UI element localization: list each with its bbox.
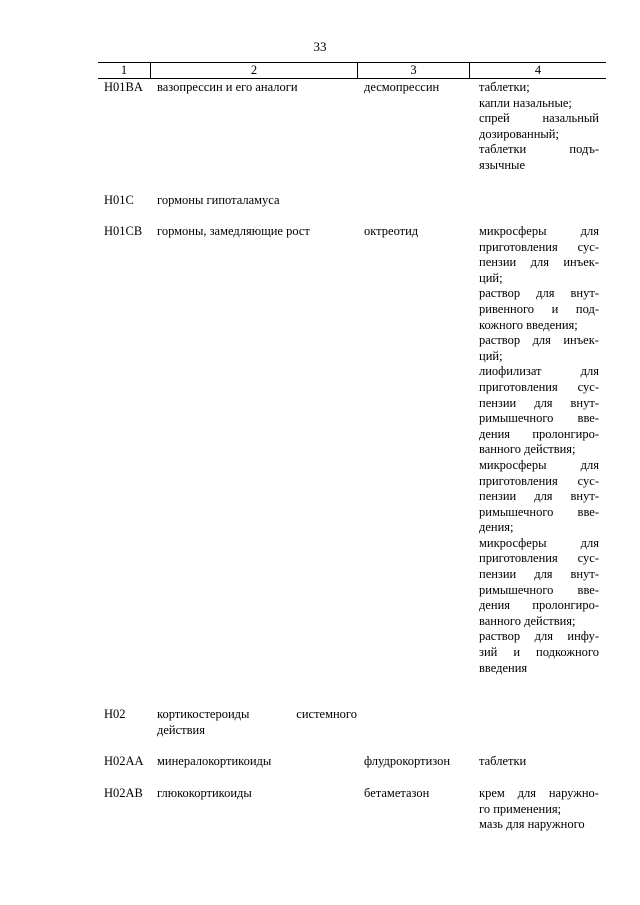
form-word: для — [517, 786, 536, 800]
drug-name: октреотид — [364, 224, 419, 238]
form-word: для — [580, 364, 599, 379]
form-line — [479, 458, 599, 474]
form-word: вве- — [577, 582, 599, 597]
form-word: для — [530, 255, 549, 270]
form-line — [479, 411, 599, 427]
form-word: римышечного — [479, 582, 554, 597]
form-word: микросферы — [479, 224, 547, 238]
form-line — [479, 567, 599, 583]
atc-code: H01CB — [104, 224, 143, 238]
form-word: для — [580, 457, 599, 472]
form-line: дозированный; — [479, 126, 559, 141]
form-line: дения; — [479, 520, 514, 535]
form-word: приготовления — [479, 473, 558, 488]
form-line — [479, 333, 599, 349]
header-col-3: 3 — [358, 63, 470, 78]
form-word: пензии — [479, 395, 517, 410]
form-word: раствор — [479, 629, 521, 644]
form-word: дения — [479, 426, 511, 441]
form-word: раствор — [479, 286, 521, 301]
form-line — [479, 111, 599, 127]
form-word: сус- — [577, 551, 599, 566]
table-header — [98, 62, 606, 79]
form-word: пензии — [479, 567, 517, 582]
form-word: таблетки — [479, 142, 527, 157]
group-word: системного — [296, 707, 357, 721]
form-line — [479, 286, 599, 302]
group-name — [157, 707, 357, 738]
form-word: для — [532, 333, 551, 348]
form-line: кожного введения; — [479, 317, 578, 332]
form-word: римышечного — [479, 411, 554, 426]
atc-code: H02AA — [104, 754, 144, 768]
form-line: таблетки; — [479, 80, 530, 94]
form-word: наружно- — [548, 786, 599, 800]
group-name: вазопрессин и его аналоги — [157, 80, 298, 94]
form-word: для — [534, 567, 553, 582]
form-line — [479, 489, 599, 505]
form-line — [479, 255, 599, 271]
form-line: мазь для наружного — [479, 817, 585, 832]
dosage-forms — [479, 224, 599, 676]
form-word: сус- — [577, 379, 599, 394]
form-word: приготовления — [479, 379, 558, 394]
form-word: инфу- — [567, 629, 599, 644]
form-line — [479, 240, 599, 256]
form-word: для — [534, 629, 553, 644]
form-line: ций; — [479, 270, 503, 285]
form-word: подъ- — [569, 142, 599, 157]
form-line: ций; — [479, 348, 503, 363]
form-word: под- — [575, 301, 599, 316]
form-word: для — [534, 395, 553, 410]
form-word: для — [536, 286, 555, 301]
form-word: внут- — [570, 395, 599, 410]
header-col-2: 2 — [151, 63, 358, 78]
form-line — [479, 474, 599, 490]
form-line — [479, 224, 599, 240]
drug-name: флудрокортизон — [364, 754, 451, 768]
form-line: ванного действия; — [479, 442, 576, 457]
form-line — [479, 598, 599, 614]
form-word: и — [551, 301, 559, 316]
form-word: крем — [479, 786, 505, 800]
form-word: микросферы — [479, 535, 547, 550]
form-word: сус- — [577, 473, 599, 488]
form-word: пензии — [479, 255, 517, 270]
form-line: введения — [479, 660, 528, 675]
group-name: гормоны гипоталамуса — [157, 193, 280, 207]
form-line: капли назальные; — [479, 95, 572, 110]
form-word: ривенного — [479, 301, 535, 316]
drug-name: бетаметазон — [364, 786, 430, 800]
form-word: вве- — [577, 504, 599, 519]
form-word: пролонгиро- — [532, 426, 599, 441]
atc-code: H02AB — [104, 786, 143, 800]
form-line: язычные — [479, 157, 526, 172]
form-line: ванного действия; — [479, 613, 576, 628]
form-word: подкожного — [536, 645, 599, 660]
form-word: внут- — [570, 567, 599, 582]
form-line — [479, 142, 599, 158]
page-number: 33 — [313, 39, 327, 54]
form-word: приготовления — [479, 239, 558, 254]
form-line: таблетки — [479, 754, 527, 768]
form-line — [479, 505, 599, 521]
group-name: глюкокортикоиды — [157, 786, 252, 800]
dosage-forms — [479, 80, 599, 174]
group-line: действия — [157, 722, 205, 737]
atc-code: H01BA — [104, 80, 143, 94]
form-word: назальный — [542, 111, 599, 126]
form-word: для — [580, 224, 599, 238]
form-line — [479, 396, 599, 412]
form-word: внут- — [570, 286, 599, 301]
form-word: вве- — [577, 411, 599, 426]
form-word: инъек- — [563, 333, 599, 348]
form-word: и — [513, 645, 521, 660]
form-word: сус- — [577, 239, 599, 254]
form-word: спрей — [479, 111, 510, 126]
form-word: дения — [479, 598, 511, 613]
group-word: кортикостероиды — [157, 707, 250, 721]
form-line — [479, 786, 599, 802]
atc-code: H02 — [104, 707, 126, 721]
form-word: римышечного — [479, 504, 554, 519]
header-col-1: 1 — [98, 63, 151, 78]
header-col-4: 4 — [534, 63, 542, 77]
form-word: для — [580, 535, 599, 550]
form-line — [479, 427, 599, 443]
form-word: пензии — [479, 489, 517, 504]
form-word: внут- — [570, 489, 599, 504]
form-line — [479, 364, 599, 380]
form-line — [479, 551, 599, 567]
form-word: для — [534, 489, 553, 504]
form-line: го применения; — [479, 801, 562, 816]
form-word: зий — [479, 645, 498, 660]
group-line — [157, 707, 357, 723]
form-word: пролонгиро- — [532, 598, 599, 613]
form-word: приготовления — [479, 551, 558, 566]
form-line — [479, 629, 599, 645]
atc-code: H01C — [104, 193, 134, 207]
dosage-forms — [479, 754, 599, 770]
form-line — [479, 536, 599, 552]
form-line — [479, 380, 599, 396]
form-word: лиофилизат — [479, 364, 542, 379]
drug-name: десмопрессин — [364, 80, 440, 94]
form-line — [479, 302, 599, 318]
form-line — [479, 645, 599, 661]
form-word: раствор — [479, 333, 521, 348]
group-name: минералокортикоиды — [157, 754, 272, 768]
form-line — [479, 583, 599, 599]
form-word: микросферы — [479, 457, 547, 472]
group-name: гормоны, замедляющие рост — [157, 224, 310, 238]
dosage-forms — [479, 786, 599, 833]
form-word: инъек- — [563, 255, 599, 270]
